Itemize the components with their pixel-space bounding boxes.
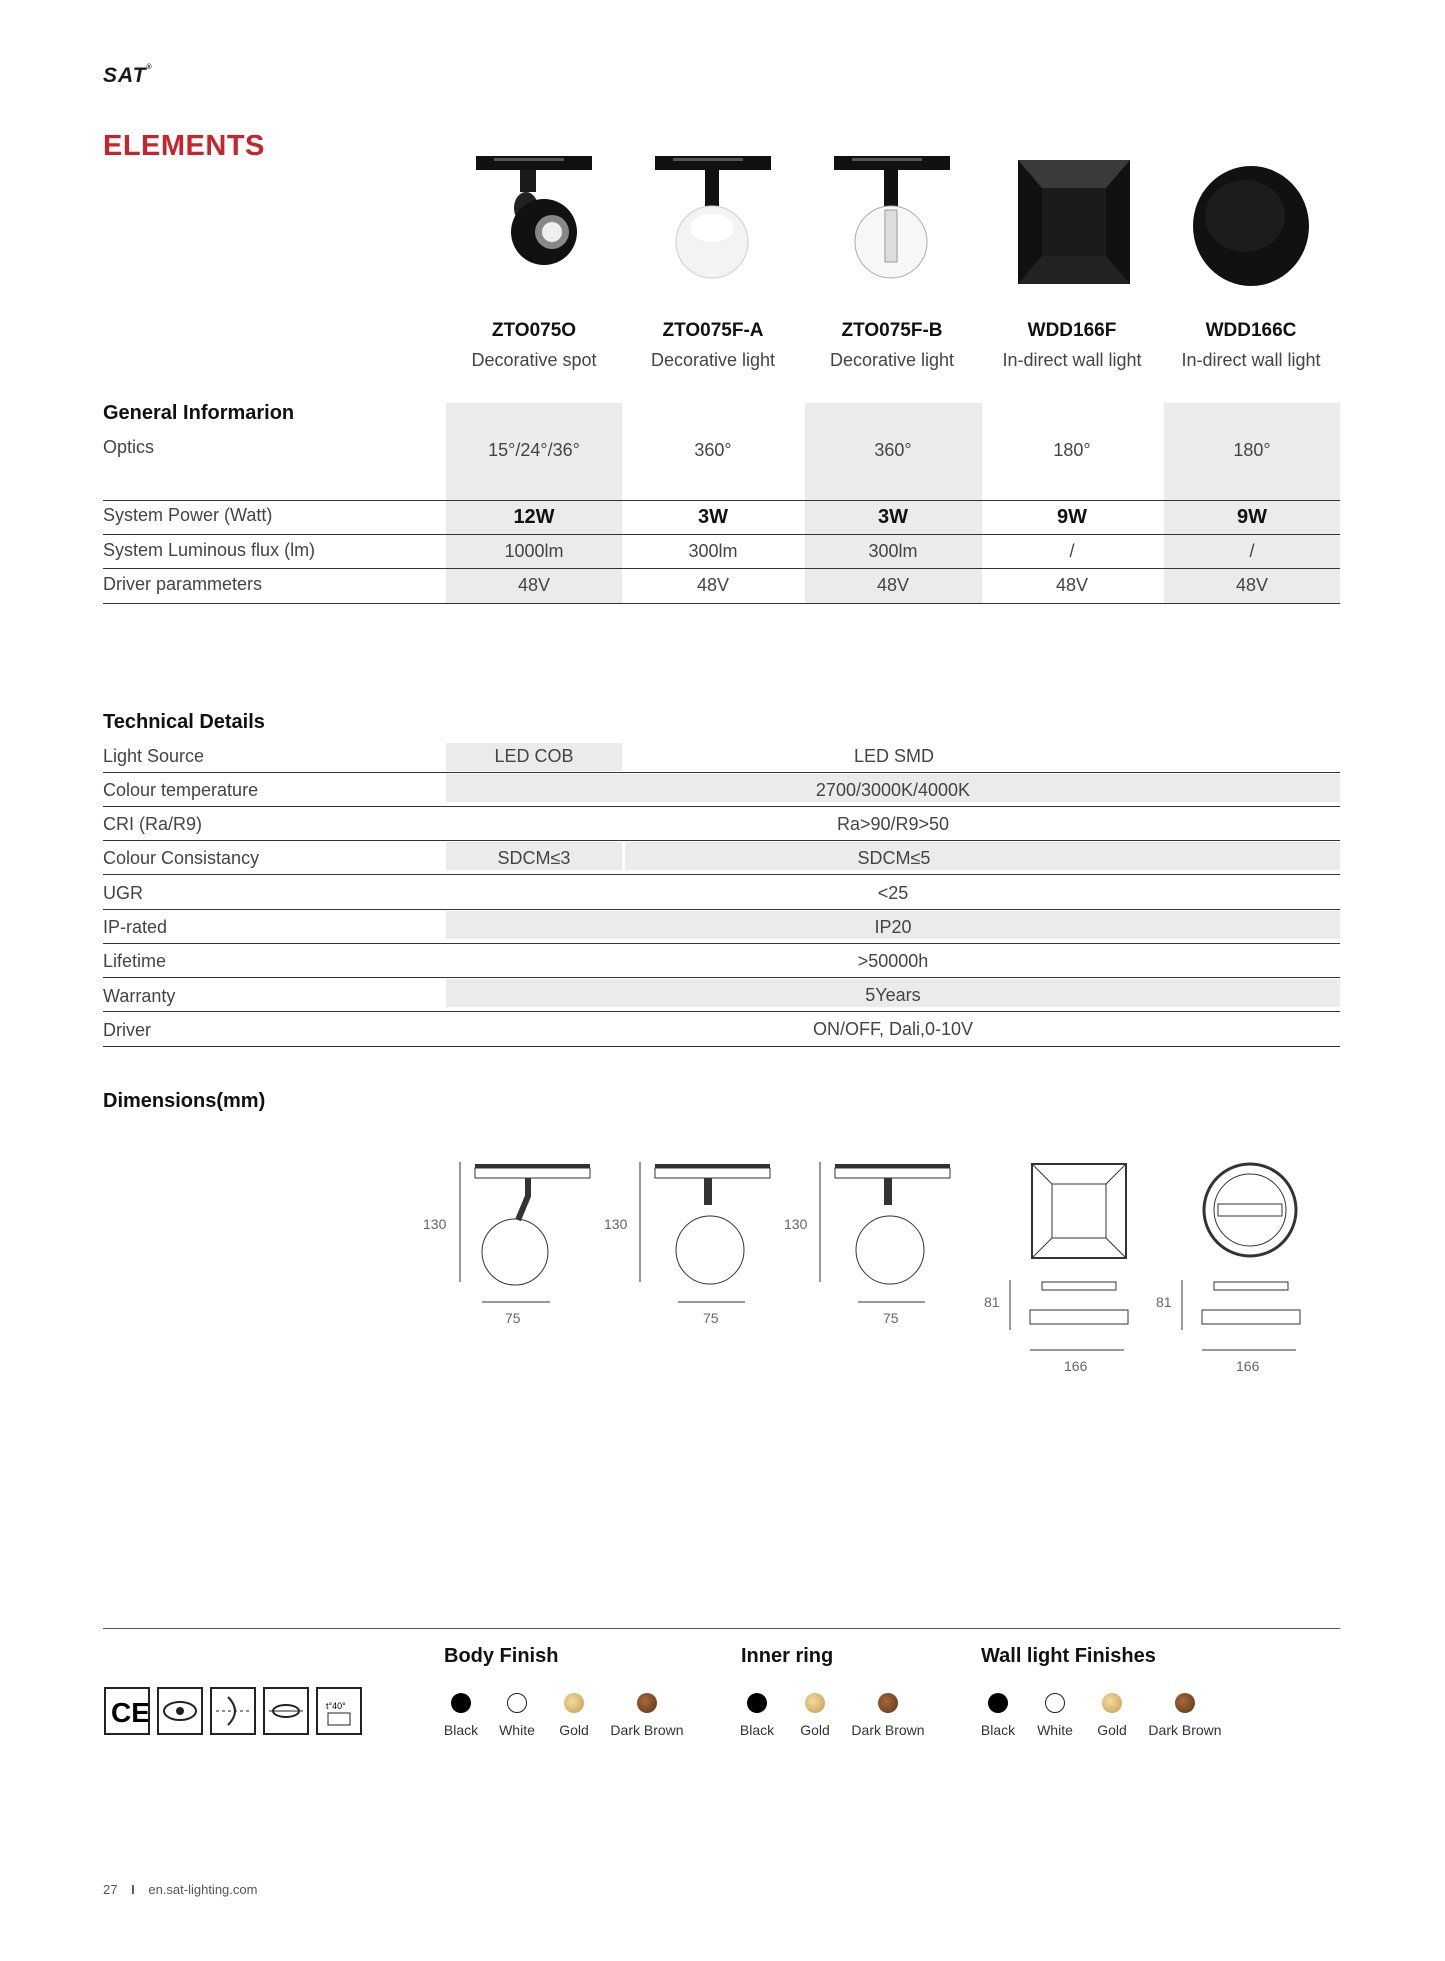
product-image-square-wall (1002, 148, 1142, 288)
product-code: ZTO075F-A (662, 320, 764, 341)
row-label-colour-temp: Colour temperature (103, 780, 259, 800)
wall-width-label: 166 (1236, 1358, 1260, 1374)
finish-swatch-white (507, 1693, 527, 1713)
driver-value: 48V (1055, 575, 1089, 595)
flux-value: 1000lm (504, 541, 564, 561)
finish-label: Gold (800, 1722, 830, 1738)
row-label-driver-tech: Driver (103, 1020, 151, 1040)
width-label: 75 (703, 1310, 719, 1326)
flux-value: 300lm (688, 541, 738, 561)
wall-finish-title: Wall light Finishes (981, 1645, 1156, 1667)
driver-value: 48V (1235, 575, 1269, 595)
table-divider (103, 874, 1340, 875)
height-label: 130 (604, 1216, 628, 1232)
warranty-value: 5Years (865, 985, 921, 1005)
ip-value: IP20 (874, 917, 912, 937)
table-divider (103, 943, 1340, 944)
power-value: 12W (513, 506, 555, 528)
product-code: WDD166C (1205, 320, 1297, 341)
finish-swatch-black (747, 1693, 767, 1713)
wall-width-label: 166 (1064, 1358, 1088, 1374)
power-value: 9W (1057, 506, 1087, 528)
product-description: Decorative spot (471, 350, 597, 370)
table-divider (103, 1011, 1340, 1012)
finish-swatch-white (1045, 1693, 1065, 1713)
driver-value: 48V (696, 575, 730, 595)
table-divider (103, 806, 1340, 807)
table-divider (103, 840, 1340, 841)
finish-swatch-dark-brown (878, 1693, 898, 1713)
finish-swatch-gold (805, 1693, 825, 1713)
ce-mark-icon (104, 1687, 150, 1735)
svg-text:CE: CE (111, 1697, 148, 1728)
lifetime-value: >50000h (857, 951, 929, 971)
dimmable-icon (210, 1687, 256, 1735)
rotation-icon (263, 1687, 309, 1735)
table-divider (103, 603, 1340, 604)
finish-swatch-black (451, 1693, 471, 1713)
power-value: 3W (698, 506, 728, 528)
flux-value: 300lm (868, 541, 918, 561)
row-label-colour-consistency: Colour Consistancy (103, 848, 260, 868)
consistency-smd: SDCM≤5 (857, 848, 931, 868)
product-image-globe-white (643, 148, 783, 288)
dimension-drawing-square-wall (1000, 1160, 1150, 1365)
power-value: 3W (878, 506, 908, 528)
dimension-drawing-globe-b (780, 1160, 960, 1335)
finish-label: Dark Brown (1148, 1722, 1222, 1738)
cri-value: Ra>90/R9>50 (836, 814, 950, 834)
finish-swatch-gold (1102, 1693, 1122, 1713)
height-label: 130 (784, 1216, 808, 1232)
finish-swatch-black (988, 1693, 1008, 1713)
row-label-driver: Driver parammeters (103, 574, 263, 594)
finish-swatch-dark-brown (637, 1693, 657, 1713)
wall-height-label: 81 (1156, 1294, 1172, 1310)
product-description: Decorative light (650, 350, 776, 370)
finish-label: Black (980, 1722, 1016, 1738)
finish-label: Black (739, 1722, 775, 1738)
row-label-optics: Optics (103, 437, 155, 457)
product-image-round-wall (1181, 148, 1321, 288)
footer-url[interactable]: en.sat-lighting.com (148, 1882, 258, 1897)
technical-details-title: Technical Details (103, 711, 265, 733)
optics-value: 360° (694, 440, 732, 460)
table-divider (103, 772, 1340, 773)
optics-value: 180° (1233, 440, 1271, 460)
optics-value: 180° (1053, 440, 1091, 460)
finish-label: White (499, 1722, 535, 1738)
section-divider (103, 1628, 1340, 1629)
width-label: 75 (505, 1310, 521, 1326)
consistency-cob: SDCM≤3 (497, 848, 571, 868)
finish-label: Dark Brown (610, 1722, 684, 1738)
light-source-cob: LED COB (494, 746, 574, 766)
page-title: ELEMENTS (103, 130, 265, 162)
page-footer (103, 1882, 257, 1897)
finish-label: Gold (559, 1722, 589, 1738)
dimensions-title: Dimensions(mm) (103, 1090, 266, 1112)
eye-safety-icon (157, 1687, 203, 1735)
row-label-lifetime: Lifetime (103, 951, 167, 971)
product-image-spot (464, 148, 604, 288)
table-divider (103, 500, 1340, 501)
light-source-smd: LED SMD (853, 746, 934, 766)
temperature-label: t°40° (326, 1701, 346, 1711)
product-description: In-direct wall light (1002, 350, 1142, 370)
optics-value: 360° (874, 440, 912, 460)
row-label-cri: CRI (Ra/R9) (103, 814, 203, 834)
page-number: 27 (103, 1882, 118, 1897)
column-shade (446, 403, 622, 603)
driver-value: 48V (517, 575, 551, 595)
row-label-ip: IP-rated (103, 917, 168, 937)
ugr-value: <25 (877, 883, 909, 903)
row-label-power: System Power (Watt) (103, 505, 273, 525)
row-label-ugr: UGR (103, 883, 143, 903)
table-divider (103, 568, 1340, 569)
product-image-globe-clear (822, 148, 962, 288)
body-finish-title: Body Finish (444, 1645, 559, 1667)
row-label-warranty: Warranty (103, 986, 176, 1006)
product-description: Decorative light (829, 350, 955, 370)
product-description: In-direct wall light (1181, 350, 1321, 370)
power-value: 9W (1237, 506, 1267, 528)
finish-swatch-gold (564, 1693, 584, 1713)
product-code: ZTO075F-B (841, 320, 943, 341)
width-label: 75 (883, 1310, 899, 1326)
footer-separator: I (131, 1882, 135, 1897)
product-code: ZTO075O (491, 320, 577, 341)
dimension-drawing-round-wall (1172, 1160, 1322, 1365)
table-divider (103, 534, 1340, 535)
flux-value: / (1069, 541, 1075, 561)
row-label-flux: System Luminous flux (lm) (103, 540, 316, 560)
column-shade (1164, 403, 1340, 603)
column-shade (805, 403, 982, 603)
finish-label: Dark Brown (851, 1722, 925, 1738)
finish-label: Gold (1097, 1722, 1127, 1738)
table-divider (103, 909, 1340, 910)
finish-label: Black (443, 1722, 479, 1738)
inner-ring-title: Inner ring (741, 1645, 834, 1667)
row-label-light-source: Light Source (103, 746, 205, 766)
dimension-drawing-spot (420, 1160, 600, 1335)
brand-logo: SAT® (103, 64, 153, 87)
finish-label: White (1037, 1722, 1073, 1738)
dimension-drawing-globe-a (600, 1160, 780, 1335)
finish-swatch-dark-brown (1175, 1693, 1195, 1713)
colour-temp-value: 2700/3000K/4000K (815, 780, 971, 800)
wall-height-label: 81 (984, 1294, 1000, 1310)
driver-tech-value: ON/OFF, Dali,0-10V (812, 1019, 974, 1039)
product-code: WDD166F (1027, 320, 1117, 341)
flux-value: / (1249, 541, 1255, 561)
table-divider (103, 977, 1340, 978)
general-info-title: General Informarion (103, 402, 295, 424)
optics-value: 15°/24°/36° (488, 440, 580, 460)
driver-value: 48V (876, 575, 910, 595)
height-label: 130 (423, 1216, 447, 1232)
temperature-icon (316, 1687, 362, 1735)
table-divider (103, 1046, 1340, 1047)
